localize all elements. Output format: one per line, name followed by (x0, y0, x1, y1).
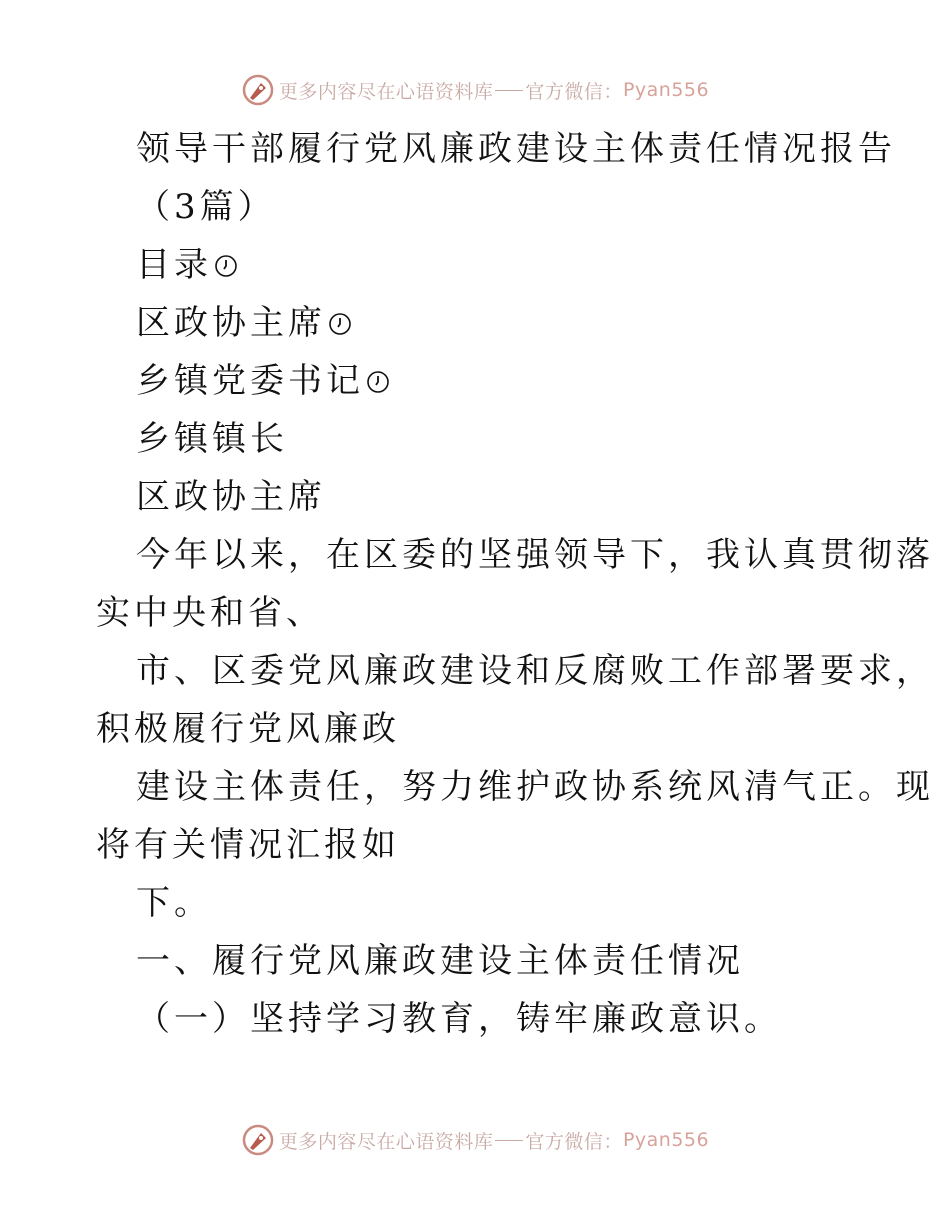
paragraph-line: 市、区委党风廉政建设和反腐败工作部署要求， (136, 651, 934, 691)
footer-watermark (0, 1120, 950, 1160)
toc-item[interactable] (96, 294, 866, 352)
paragraph-line: 积极履行党风廉政 (96, 709, 400, 749)
toc-heading-text: 目录 (136, 245, 212, 285)
pen-nib-logo-icon (241, 73, 275, 107)
document-title: 领导干部履行党风廉政建设主体责任情况报告 (136, 129, 896, 169)
paragraph-line: 今年以来，在区委的坚强领导下，我认真贯彻落 (136, 535, 934, 575)
heading-level2: （一）坚持学习教育，铸牢廉政意识。 (136, 999, 782, 1039)
watermark-text: 更多内容尽在心语资料库 (278, 80, 494, 103)
document-title-count: （3篇） (136, 187, 276, 227)
toc-item-label: 乡镇党委书记 (136, 361, 364, 401)
clock-icon (366, 370, 390, 394)
watermark-wechat-label: 官方微信： (525, 1130, 623, 1153)
paragraph-line: 实中央和省、 (96, 593, 324, 633)
document-body (96, 120, 934, 1048)
watermark-separator (495, 1140, 523, 1141)
toc-item[interactable] (96, 352, 866, 410)
watermark-wechat-id: Pyan556 (622, 1129, 710, 1151)
watermark-separator (495, 90, 523, 91)
paragraph-line: 下。 (136, 883, 212, 923)
watermark-text: 更多内容尽在心语资料库 (278, 1130, 494, 1153)
toc-item-label: 区政协主席 (136, 303, 326, 343)
clock-icon (214, 254, 238, 278)
section-title: 区政协主席 (136, 477, 326, 517)
paragraph-line: 将有关情况汇报如 (96, 825, 400, 865)
watermark-wechat-label: 官方微信： (525, 80, 623, 103)
clock-icon (328, 312, 352, 336)
heading-level1: 一、履行党风廉政建设主体责任情况 (136, 941, 744, 981)
toc-heading (96, 236, 866, 294)
pen-nib-logo-icon (241, 1123, 275, 1157)
header-watermark (0, 70, 950, 110)
paragraph-line: 建设主体责任，努力维护政协系统风清气正。现 (136, 767, 934, 807)
toc-item[interactable] (96, 410, 866, 468)
toc-item-label: 乡镇镇长 (136, 419, 288, 459)
watermark-wechat-id: Pyan556 (622, 79, 710, 101)
